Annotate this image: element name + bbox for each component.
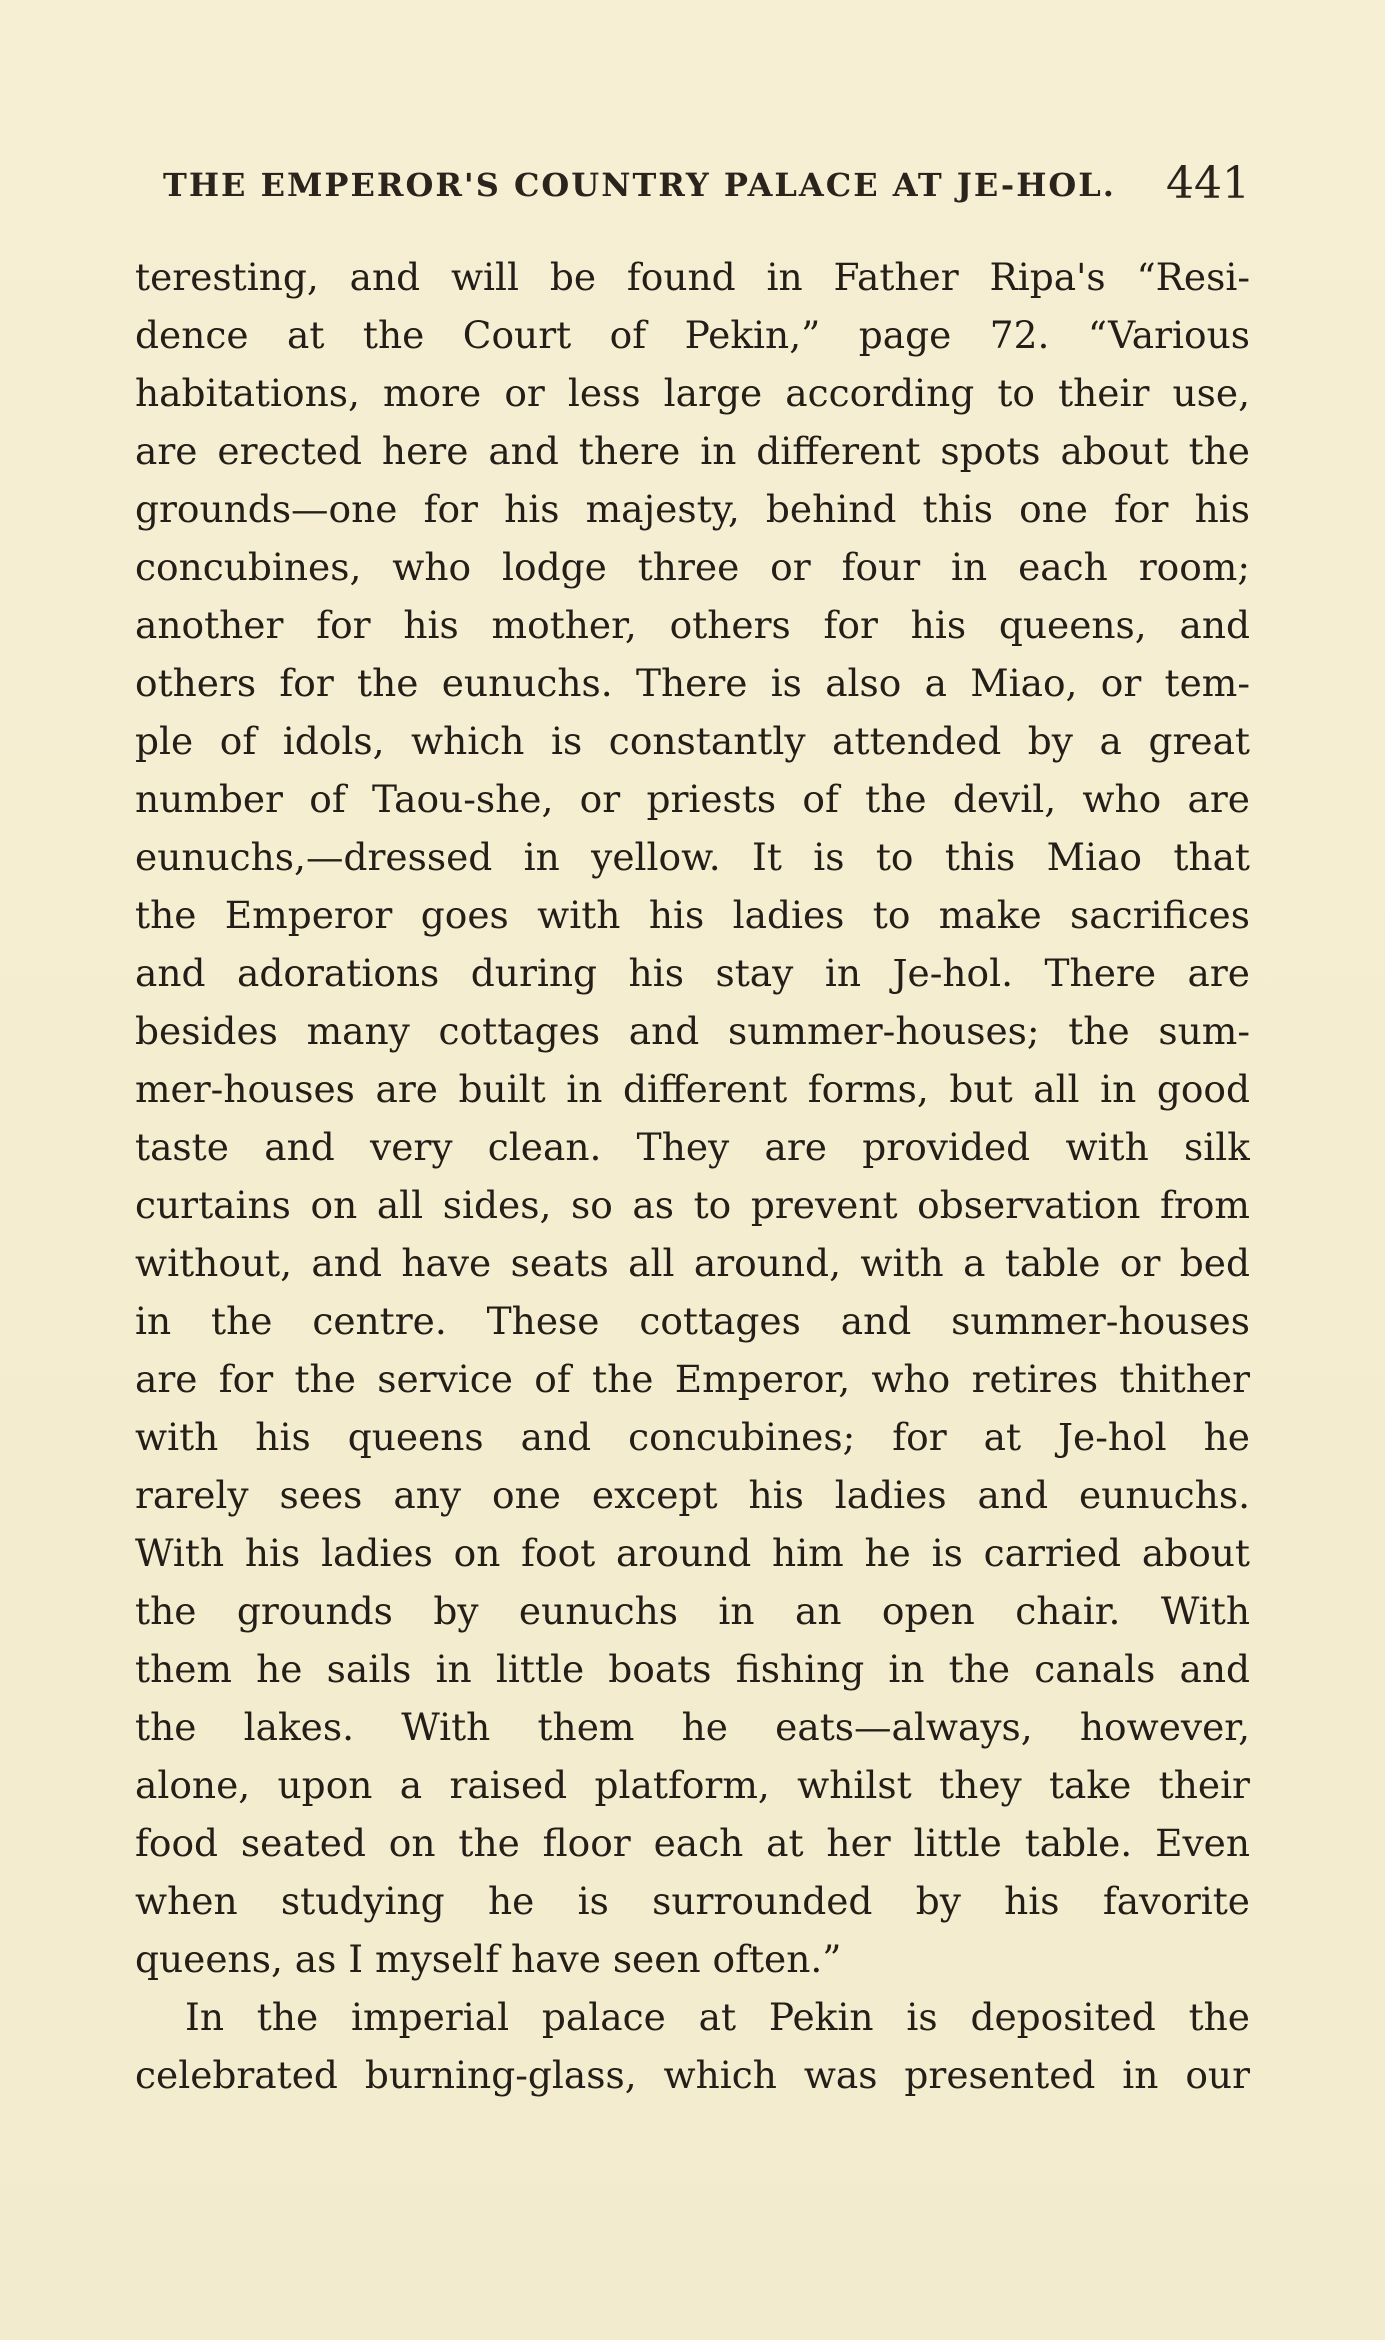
text-line: eunuchs,—dressed in yellow. It is to this Miao that [135, 835, 1250, 879]
text-line: when studying he is surrounded by his favorite [135, 1879, 1250, 1923]
text-line: grounds—one for his majesty, behind this one for his [135, 487, 1250, 531]
text-line: besides many cottages and summer-houses; the sum- [135, 1009, 1250, 1053]
text-line: number of Taou-she, or priests of the devil, who are [135, 777, 1250, 821]
running-head [163, 150, 1250, 210]
text-line: teresting, and will be found in Father Ripa's “Resi- [135, 255, 1250, 299]
text-line: and adorations during his stay in Je-hol. There are [135, 951, 1250, 995]
text-line: others for the eunuchs. There is also a Miao, or tem- [135, 661, 1250, 705]
text-line: With his ladies on foot around him he is carried about [135, 1531, 1250, 1575]
text-line: queens, as I myself have seen often.” [135, 1937, 842, 1981]
text-line: without, and have seats all around, with a table or bed [135, 1241, 1250, 1285]
text-line: ple of idols, which is constantly attended by a great [135, 719, 1250, 763]
page-number: 441 [1166, 158, 1250, 209]
text-line: dence at the Court of Pekin,” page 72. “Various [135, 313, 1250, 357]
text-line: concubines, who lodge three or four in each room; [135, 545, 1250, 589]
text-line: the grounds by eunuchs in an open chair. With [135, 1589, 1250, 1633]
text-line: with his queens and concubines; for at Je-hol he [135, 1415, 1250, 1459]
text-line: taste and very clean. They are provided with silk [135, 1125, 1250, 1169]
text-line: curtains on all sides, so as to prevent observation from [135, 1183, 1250, 1227]
text-line: are for the service of the Emperor, who retires thither [135, 1357, 1250, 1401]
text-line: the lakes. With them he eats—always, however, [135, 1705, 1250, 1749]
text-line: the Emperor goes with his ladies to make sacrifices [135, 893, 1250, 937]
text-line: another for his mother, others for his queens, and [135, 603, 1250, 647]
text-line: are erected here and there in different spots about the [135, 429, 1250, 473]
text-line: food seated on the floor each at her little table. Even [135, 1821, 1250, 1865]
text-line: in the centre. These cottages and summer-houses [135, 1299, 1250, 1343]
text-line: mer-houses are built in different forms, but all in good [135, 1067, 1250, 1111]
text-line: alone, upon a raised platform, whilst they take their [135, 1763, 1250, 1807]
text-line: rarely sees any one except his ladies and eunuchs. [135, 1473, 1250, 1517]
text-line: In the imperial palace at Pekin is deposited the [185, 1995, 1250, 2039]
text-line: habitations, more or less large according to their use, [135, 371, 1250, 415]
running-title: THE EMPEROR'S COUNTRY PALACE AT JE-HOL. [163, 166, 1116, 204]
text-line: them he sails in little boats fishing in the canals and [135, 1647, 1250, 1691]
text-line: celebrated burning-glass, which was presented in our [135, 2053, 1250, 2097]
